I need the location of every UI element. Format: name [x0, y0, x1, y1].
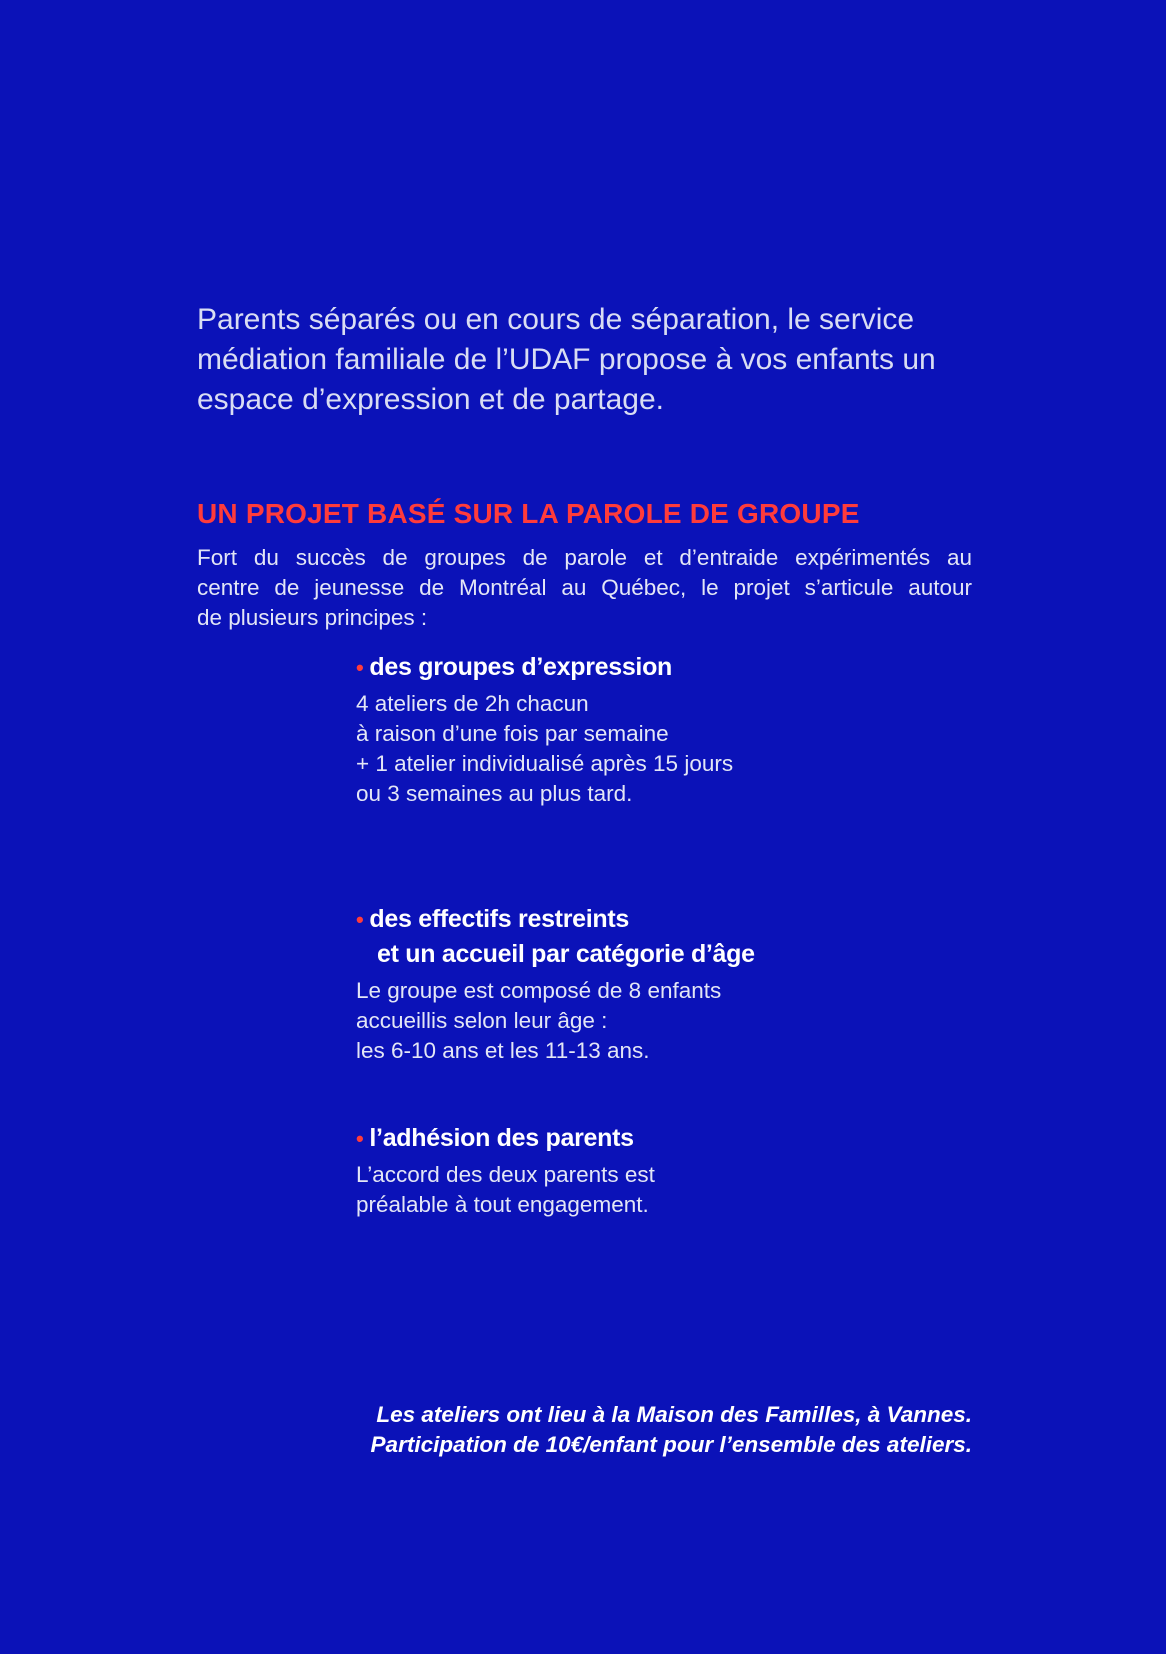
principle-body-line: les 6-10 ans et les 11-13 ans.	[356, 1038, 650, 1063]
principle-parent-consent	[356, 1121, 916, 1220]
footer-note	[371, 1400, 972, 1460]
section-lead-paragraph	[197, 543, 972, 633]
principle-title-line: des groupes d’expression	[369, 653, 673, 681]
principle-small-groups	[356, 902, 916, 1066]
footer-line: Les ateliers ont lieu à la Maison des Familles, à Vannes.	[376, 1402, 972, 1427]
principle-body-line: L’accord des deux parents est	[356, 1162, 655, 1187]
principle-title	[356, 1121, 916, 1156]
lead-line: de plusieurs principes :	[197, 605, 428, 630]
principle-title	[356, 650, 916, 685]
principle-body-line: accueillis selon leur âge :	[356, 1008, 608, 1033]
principle-body-line: + 1 atelier individualisé après 15 jours	[356, 751, 734, 776]
bullet-dot-icon: •	[356, 1126, 364, 1151]
principle-body-line: Le groupe est composé de 8 enfants	[356, 978, 722, 1003]
section-heading: UN PROJET BASÉ SUR LA PAROLE DE GROUPE	[197, 498, 860, 529]
principle-body-line: à raison d’une fois par semaine	[356, 721, 669, 746]
principle-body	[356, 1160, 916, 1220]
principle-body-line: 4 ateliers de 2h chacun	[356, 691, 589, 716]
footer-line: Participation de 10€/enfant pour l’ensemble des ateliers.	[370, 1432, 972, 1457]
principle-body-line: préalable à tout engagement.	[356, 1192, 649, 1217]
principle-body	[356, 689, 916, 809]
intro-paragraph	[197, 300, 972, 420]
principle-title-line: l’adhésion des parents	[369, 1124, 634, 1152]
principle-body	[356, 976, 916, 1066]
intro-line: espace d’expression et de partage.	[197, 383, 664, 416]
lead-line: centre de jeunesse de Montréal au Québec, le projet s’articule autour	[197, 575, 972, 600]
principle-title	[356, 902, 916, 972]
principle-title-line: et un accueil par catégorie d’âge	[377, 940, 755, 968]
bullet-dot-icon: •	[356, 655, 364, 680]
bullet-dot-icon: •	[356, 907, 364, 932]
intro-line: Parents séparés ou en cours de séparation, le service	[197, 303, 915, 336]
principle-title-line: des effectifs restreints	[369, 905, 629, 933]
principle-body-line: ou 3 semaines au plus tard.	[356, 781, 633, 806]
lead-line: Fort du succès de groupes de parole et d’entraide expérimentés au	[197, 545, 972, 570]
principle-expression-groups	[356, 650, 916, 809]
intro-line: médiation familiale de l’UDAF propose à vos enfants un	[197, 343, 936, 376]
